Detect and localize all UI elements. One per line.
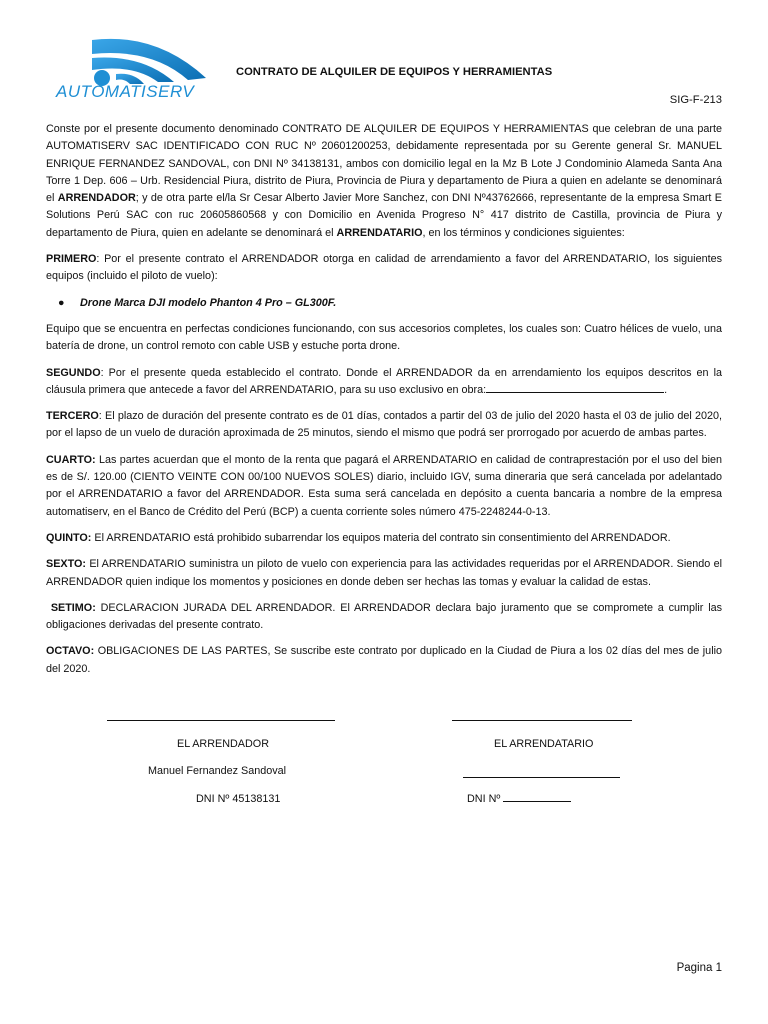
clause-setimo-label: SETIMO: <box>50 601 96 614</box>
equipment-item-text: Drone Marca DJI modelo Phanton 4 Pro – GL300F. <box>80 296 337 309</box>
clause-cuarto <box>46 452 722 521</box>
intro-text-1: Conste por el presente documento denominado CONTRATO DE ALQUILER DE EQUIPOS Y HERRAMIENTAS que celebran de una parte AUTOMATISERV SAC IDENTIFICADO CON RUC Nº 20601200253, debidamente representada por su Gerente general Sr. MANUEL ENRIQUE FERNANDEZ SANDOVAL, con DNI Nº 34138131, ambos con domicilio legal en la Mz B Lote J Condominio Alameda Santa Ana Torre 1 Dep. 606 – Urb. Residencial Piura, distrito de Piura, Provincia de Piura y departamento de Piura a quien en adelante se denominará el <box>46 123 722 205</box>
clause-octavo <box>46 643 722 678</box>
arrendatario-dni-label: DNI Nº <box>467 793 504 805</box>
company-logo <box>56 30 226 102</box>
arrendatario-dni-blank <box>503 801 571 802</box>
clause-sexto-text: El ARRENDATARIO suministra un piloto de vuelo con experiencia para las actividades requeridas por el ARRENDADOR. Siendo el ARRENDADOR quien indique los momentos y posiciones en donde deben ser hechas las tomas y evaluar la calidad de estas. <box>46 558 722 588</box>
obra-blank-line <box>486 392 664 393</box>
equipment-description: Equipo que se encuentra en perfectas condiciones funcionando, con sus accesorios completes, los cuales son: Cuatro hélices de vuelo, una batería de drone, un control remoto con cable USB y estuche porta drone. <box>46 322 722 353</box>
clause-tercero-text: : El plazo de duración del presente contrato es de 01 días, contados a partir del 03 de julio del 2020 hasta el 03 de julio del 2020, por el lapso de un vuelo de duración aproximada de 25 minutos, siendo el mismo que podrá ser prorrogado por acuerdo de ambas partes. <box>46 410 722 440</box>
intro-bold-arrendador: ARRENDADOR <box>57 192 136 205</box>
arrendador-dni: DNI Nº 45138131 <box>196 793 281 805</box>
arrendatario-dni <box>467 793 571 805</box>
arrendatario-role: EL ARRENDATARIO <box>494 738 594 750</box>
clause-setimo-text: DECLARACION JURADA DEL ARRENDADOR. El ARRENDADOR declara bajo juramento que se compromete a cumplir las obligaciones derivadas del presente contrato. <box>46 601 722 632</box>
clause-sexto <box>46 556 722 591</box>
clause-segundo-end: . <box>664 383 668 396</box>
equipment-list-item <box>58 295 722 312</box>
clause-tercero <box>46 408 722 443</box>
intro-bold-arrendatario: ARRENDATARIO <box>336 226 423 239</box>
clause-segundo <box>46 365 722 400</box>
arrendatario-name-blank <box>463 777 620 778</box>
clause-quinto-label: QUINTO: <box>46 531 92 544</box>
arrendatario-signature-line <box>452 720 632 721</box>
clause-cuarto-text: Las partes acuerdan que el monto de la renta que pagará el ARRENDATARIO en calidad de contraprestación por el uso del bien es de S/. 120.00 (CIENTO VEINTE CON 00/100 NUEVOS SOLES) diario, incluido IGV, suma dineraria que será cancelada por adelantado por el ARRENDATARIO a favor del ARRENDADOR. Esta suma será cancelada en depósito a cuenta bancaria a nombre de la empresa automatiserv, en el Banco de Crédito del Perú (BCP) a cuenta corriente soles número 475-2248244-0-13. <box>46 453 722 518</box>
clause-octavo-label: OCTAVO: <box>46 645 95 658</box>
clause-cuarto-label: CUARTO: <box>46 453 96 466</box>
page-number: Pagina 1 <box>676 962 722 974</box>
clause-primero-label: PRIMERO <box>46 253 97 266</box>
clause-sexto-label: SEXTO: <box>46 558 86 571</box>
clause-octavo-text: OBLIGACIONES DE LAS PARTES, Se suscribe este contrato por duplicado en la Ciudad de Piura a los 02 días del mes de julio del 2020. <box>46 645 722 675</box>
clause-setimo <box>46 600 722 635</box>
clause-primero <box>46 251 722 286</box>
clause-quinto-text: El ARRENDATARIO está prohibido subarrendar los equipos materia del contrato sin consentimiento del ARRENDADOR. <box>91 531 671 544</box>
bullet-icon: ● <box>58 296 65 309</box>
clause-primero-text: : Por el presente contrato el ARRENDADOR otorga en calidad de arrendamiento a favor del ARRENDATARIO, los siguientes equipos (incluido el piloto de vuelo): <box>46 253 722 283</box>
arrendador-name: Manuel Fernandez Sandoval <box>148 765 287 777</box>
intro-text-2: ; y de otra parte el/la Sr Cesar Alberto Javier More Sanchez, con DNI Nº43762666, representante de la empresa Smart E Solutions Perú SAC con ruc 20605860568 y con Domicilio en Avenida Progreso N° 417 distrito de Castilla, provincia de Piura y departamento de Piura, quien en adelante se denominará el <box>46 192 723 239</box>
contract-body <box>46 121 722 687</box>
clause-tercero-label: TERCERO <box>46 410 99 423</box>
arrendador-signature-line <box>107 720 335 721</box>
intro-paragraph <box>46 121 722 242</box>
intro-text-3: , en los términos y condiciones siguientes: <box>422 226 625 239</box>
clause-segundo-text: : Por el presente queda establecido el contrato. Donde el ARRENDADOR da en arrendamiento los equipos descritos en la cláusula primera que antecede a favor del ARRENDATARIO, para su uso exclusivo en obra: <box>46 366 722 396</box>
wireless-signal-icon <box>56 30 226 90</box>
clause-quinto <box>46 530 722 547</box>
arrendador-role: EL ARRENDADOR <box>177 738 269 750</box>
clause-segundo-label: SEGUNDO <box>46 366 101 379</box>
document-code: SIG-F-213 <box>669 94 722 106</box>
logo-text: AUTOMATISERV <box>56 82 195 101</box>
document-title: CONTRATO DE ALQUILER DE EQUIPOS Y HERRAMIENTAS <box>236 66 553 78</box>
